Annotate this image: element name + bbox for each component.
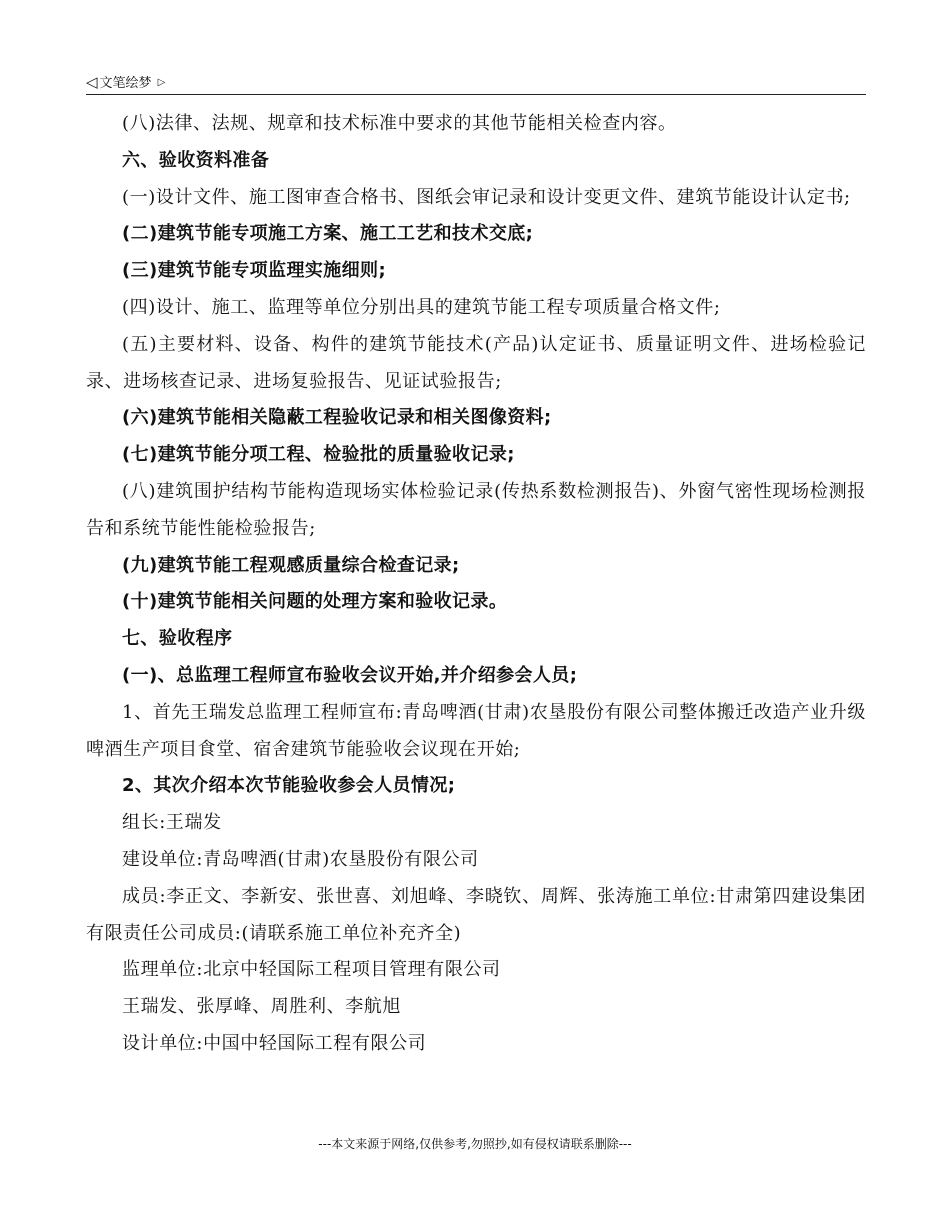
paragraph: (六)建筑节能相关隐蔽工程验收记录和相关图像资料; bbox=[122, 407, 552, 429]
paragraph: (七)建筑节能分项工程、检验批的质量验收记录; bbox=[122, 444, 515, 466]
paragraph: (一)、总监理工程师宣布验收会议开始,并介绍参会人员; bbox=[122, 664, 578, 686]
section-heading: 七、验收程序 bbox=[122, 628, 233, 650]
right-triangle-icon: ▷ bbox=[157, 77, 166, 88]
paragraph: 1、首先王瑞发总监理工程师宣布:青岛啤酒(甘肃)农垦股份有限公司整体搬迁改造产业升级啤酒生产项目食堂、宿舍建筑节能验收会议现在开始; bbox=[86, 701, 866, 760]
paragraph: (二)建筑节能专项施工方案、施工工艺和技术交底; bbox=[122, 223, 534, 245]
paragraph: 设计单位:中国中轻国际工程有限公司 bbox=[122, 1032, 427, 1054]
left-triangle-icon: ◁ bbox=[86, 73, 98, 91]
paragraph: 2、其次介绍本次节能验收参会人员情况; bbox=[122, 775, 456, 797]
paragraph: (八)法律、法规、规章和技术标准中要求的其他节能相关检查内容。 bbox=[122, 113, 677, 134]
paragraph: 监理单位:北京中轻国际工程项目管理有限公司 bbox=[122, 959, 501, 981]
paragraph: (五)主要材料、设备、构件的建筑节能技术(产品)认定证书、质量证明文件、进场检验记录、进场核查记录、进场复验报告、见证试验报告; bbox=[86, 333, 866, 392]
page-header bbox=[86, 70, 866, 95]
section-heading: 六、验收资料准备 bbox=[122, 149, 270, 171]
paragraph: (十)建筑节能相关问题的处理方案和验收记录。 bbox=[122, 591, 508, 613]
paragraph: (九)建筑节能工程观感质量综合检查记录; bbox=[122, 554, 460, 576]
paragraph: 王瑞发、张厚峰、周胜利、李航旭 bbox=[122, 996, 401, 1018]
paragraph: (一)设计文件、施工图审查合格书、图纸会审记录和设计变更文件、建筑节能设计认定书; bbox=[122, 186, 851, 208]
paragraph: (三)建筑节能专项监理实施细则; bbox=[122, 260, 387, 282]
paragraph: (四)设计、施工、监理等单位分别出具的建筑节能工程专项质量合格文件; bbox=[122, 296, 721, 318]
paragraph: 建设单位:青岛啤酒(甘肃)农垦股份有限公司 bbox=[122, 848, 479, 870]
paragraph: (八)建筑围护结构节能构造现场实体检验记录(传热系数检测报告)、外窗气密性现场检测报告和系统节能性能检验报告; bbox=[86, 480, 866, 539]
header-title: 文笔绘梦 bbox=[99, 76, 152, 91]
document-body bbox=[86, 106, 866, 1063]
page-footer: ---本文来源于网络,仅供参考,勿照抄,如有侵权请联系删除--- bbox=[318, 1137, 632, 1151]
paragraph: 组长:王瑞发 bbox=[122, 812, 222, 834]
paragraph: 成员:李正文、李新安、张世喜、刘旭峰、李晓钦、周辉、张涛施工单位:甘肃第四建设集团有限责任公司成员:(请联系施工单位补充齐全) bbox=[86, 885, 866, 944]
